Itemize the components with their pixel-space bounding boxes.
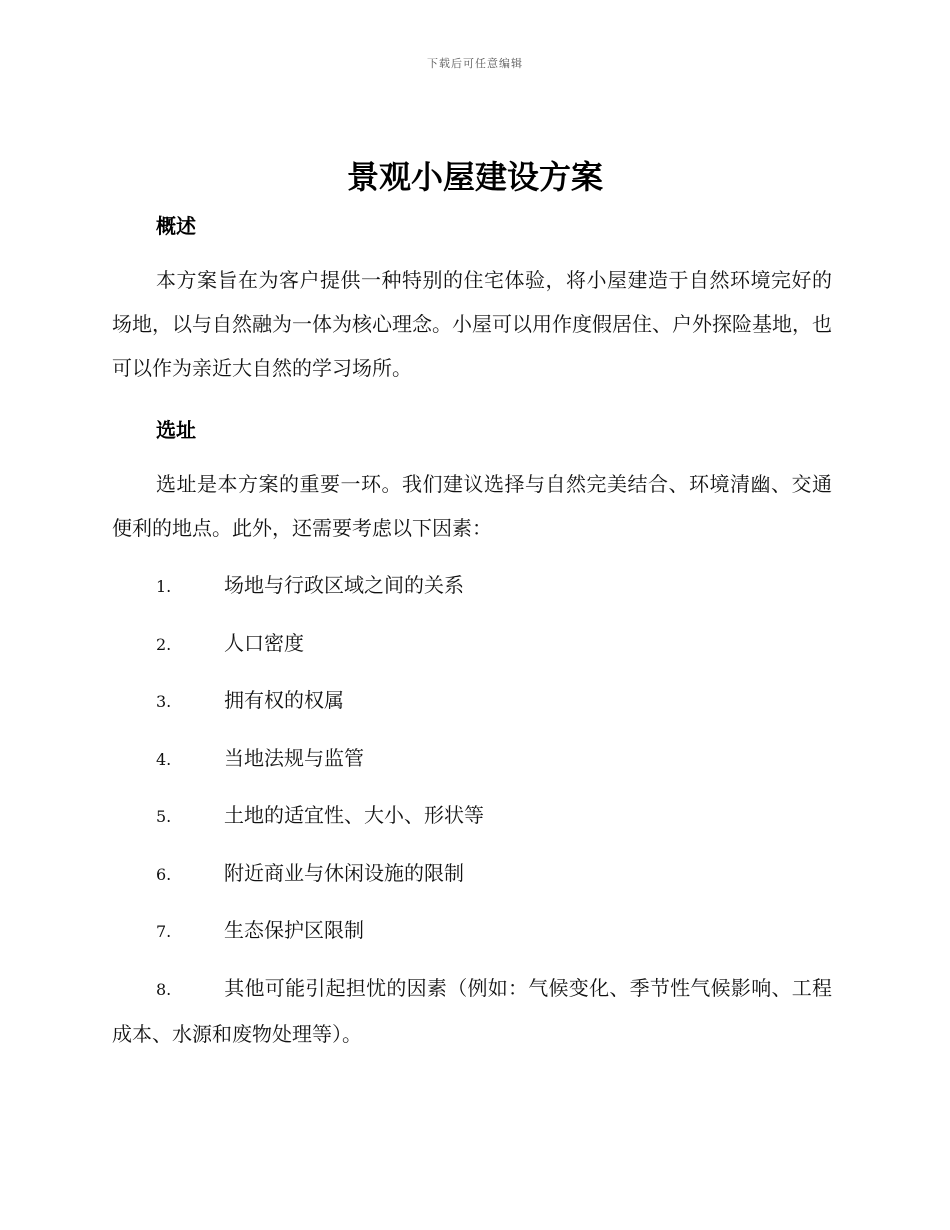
list-number: 5. [156, 807, 172, 826]
list-item [112, 563, 832, 609]
list-number: 6. [156, 865, 172, 884]
list-item [112, 736, 832, 782]
list-number: 2. [156, 635, 172, 654]
list-number: 3. [156, 692, 172, 711]
list-item [112, 908, 832, 954]
overview-paragraph: 本方案旨在为客户提供一种特别的住宅体验，将小屋建造于自然环境完好的场地，以与自然融为一体为核心理念。小屋可以用作度假居住、户外探险基地，也可以作为亲近大自然的学习场所。 [112, 268, 832, 380]
section-heading-overview: 概述 [156, 214, 196, 238]
list-number: 1. [156, 577, 172, 596]
list-text: 拥有权的权属 [224, 688, 344, 712]
list-item [112, 966, 832, 1056]
list-text: 当地法规与监管 [224, 746, 364, 770]
header-note: 下载后可任意编辑 [427, 57, 523, 70]
site-selection-paragraph: 选址是本方案的重要一环。我们建议选择与自然完美结合、环境清幽、交通便利的地点。此外，还需要考虑以下因素： [112, 472, 832, 540]
document-title: 景观小屋建设方案 [346, 158, 603, 196]
list-text: 场地与行政区域之间的关系 [224, 573, 464, 597]
list-item [112, 678, 832, 724]
list-number: 7. [156, 922, 172, 941]
list-text: 附近商业与休闲设施的限制 [224, 861, 464, 885]
list-text: 人口密度 [224, 631, 304, 655]
list-text: 土地的适宜性、大小、形状等 [224, 803, 484, 827]
list-text: 生态保护区限制 [224, 918, 364, 942]
list-item [112, 793, 832, 839]
list-number: 4. [156, 750, 172, 769]
section-heading-site-selection: 选址 [156, 418, 196, 442]
list-text: 其他可能引起担忧的因素（例如：气候变化、季节性气候影响、工程成本、水源和废物处理等）。 [112, 976, 832, 1046]
list-number: 8. [156, 980, 172, 999]
list-item [112, 621, 832, 667]
list-item [112, 851, 832, 897]
